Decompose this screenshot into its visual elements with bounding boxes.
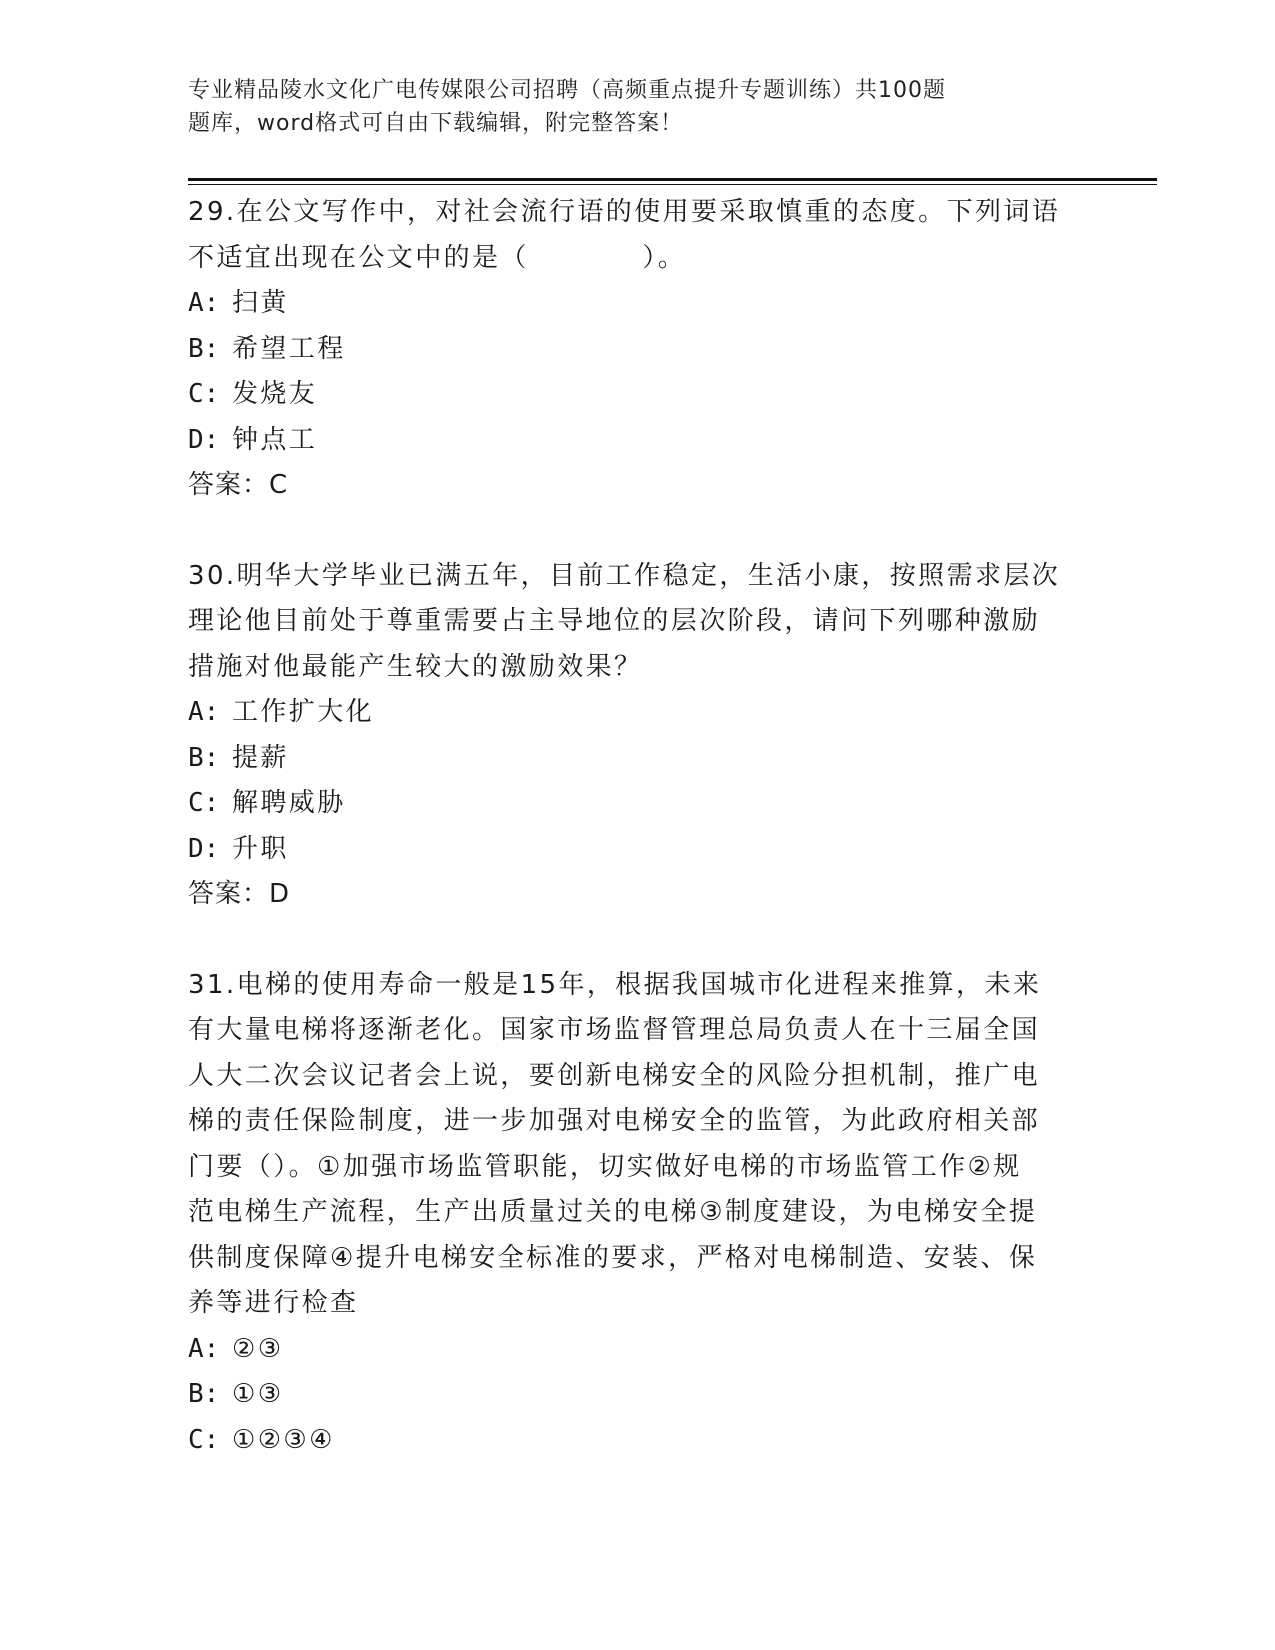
stem-line: 措施对他最能产生较大的激励效果？ — [188, 651, 643, 682]
option-b — [188, 327, 1088, 373]
header-divider-thick — [188, 178, 1157, 181]
question-spacer — [188, 918, 1088, 963]
stem-line: 理论他目前处于尊重需要占主导地位的层次阶段，请问下列哪种激励 — [188, 606, 1041, 636]
question-spacer — [188, 509, 1088, 554]
option-c — [188, 1418, 1088, 1464]
option-a — [188, 281, 1088, 327]
option-text: 升职 — [232, 833, 289, 864]
option-letter: C: — [188, 1424, 220, 1455]
option-letter: B: — [188, 742, 220, 773]
option-text: 提薪 — [232, 742, 289, 773]
stem-line: 有大量电梯将逐渐老化。国家市场监督管理总局负责人在十三届全国 — [188, 1015, 1041, 1045]
question-30 — [188, 554, 1088, 918]
option-letter: B: — [188, 333, 220, 364]
option-text: ①③ — [232, 1379, 284, 1409]
option-letter: B: — [188, 1379, 220, 1409]
option-letter: A: — [188, 697, 220, 727]
option-text: ②③ — [232, 1333, 284, 1364]
option-letter: D: — [188, 833, 220, 864]
question-list — [188, 190, 1088, 1463]
option-text: 发烧友 — [232, 379, 318, 409]
stem-line: 门要（）。①加强市场监管职能，切实做好电梯的市场监管工作②规 — [188, 1151, 1022, 1182]
document-header — [188, 74, 1068, 140]
answer-line: 答案：D — [188, 879, 291, 909]
option-c — [188, 781, 1088, 827]
stem-line: 人大二次会议记者会上说，要创新电梯安全的风险分担机制，推广电 — [188, 1060, 1041, 1091]
option-text: ①②③④ — [232, 1424, 335, 1455]
stem-line: 电梯的使用寿命一般是15年，根据我国城市化进程来推算，未来 — [236, 969, 1042, 1000]
option-b — [188, 736, 1088, 782]
option-a — [188, 1327, 1088, 1373]
stem-line: 梯的责任保险制度，进一步加强对电梯安全的监管，为此政府相关部 — [188, 1106, 1041, 1136]
option-a — [188, 690, 1088, 736]
stem-line: 范电梯生产流程，生产出质量过关的电梯③制度建设，为电梯安全提 — [188, 1197, 1038, 1227]
question-stem — [188, 963, 1088, 1327]
option-text: 工作扩大化 — [232, 697, 375, 727]
option-letter: A: — [188, 1333, 220, 1364]
option-text: 解聘威胁 — [232, 788, 346, 818]
option-b — [188, 1372, 1088, 1418]
question-stem — [188, 554, 1088, 691]
question-stem — [188, 190, 1088, 281]
option-d — [188, 827, 1088, 873]
option-text: 扫黄 — [232, 288, 289, 318]
header-line-1: 专业精品陵水文化广电传媒限公司招聘（高频重点提升专题训练）共100题 — [188, 78, 946, 103]
option-text: 钟点工 — [232, 424, 318, 455]
stem-line: 在公文写作中，对社会流行语的使用要采取慎重的态度。下列词语 — [236, 197, 1061, 227]
option-letter: C: — [188, 379, 220, 409]
question-31 — [188, 963, 1088, 1464]
option-d — [188, 418, 1088, 464]
question-29 — [188, 190, 1088, 509]
stem-line: 养等进行检查 — [188, 1288, 359, 1318]
header-divider-thin — [188, 184, 1157, 185]
answer-line: 答案：C — [188, 470, 289, 500]
option-letter: C: — [188, 788, 220, 818]
stem-line: 不适宜出现在公文中的是（ ）。 — [188, 242, 687, 273]
question-number: 29. — [188, 197, 237, 227]
option-c — [188, 372, 1088, 418]
option-letter: A: — [188, 288, 220, 318]
option-letter: D: — [188, 424, 220, 455]
stem-line: 供制度保障④提升电梯安全标准的要求，严格对电梯制造、安装、保 — [188, 1242, 1038, 1273]
header-line-2: 题库，word格式可自由下载编辑，附完整答案！ — [188, 111, 684, 136]
question-number: 31. — [188, 969, 237, 1000]
option-text: 希望工程 — [232, 333, 346, 364]
question-number: 30. — [188, 560, 237, 591]
stem-line: 明华大学毕业已满五年，目前工作稳定，生活小康，按照需求层次 — [236, 560, 1061, 591]
